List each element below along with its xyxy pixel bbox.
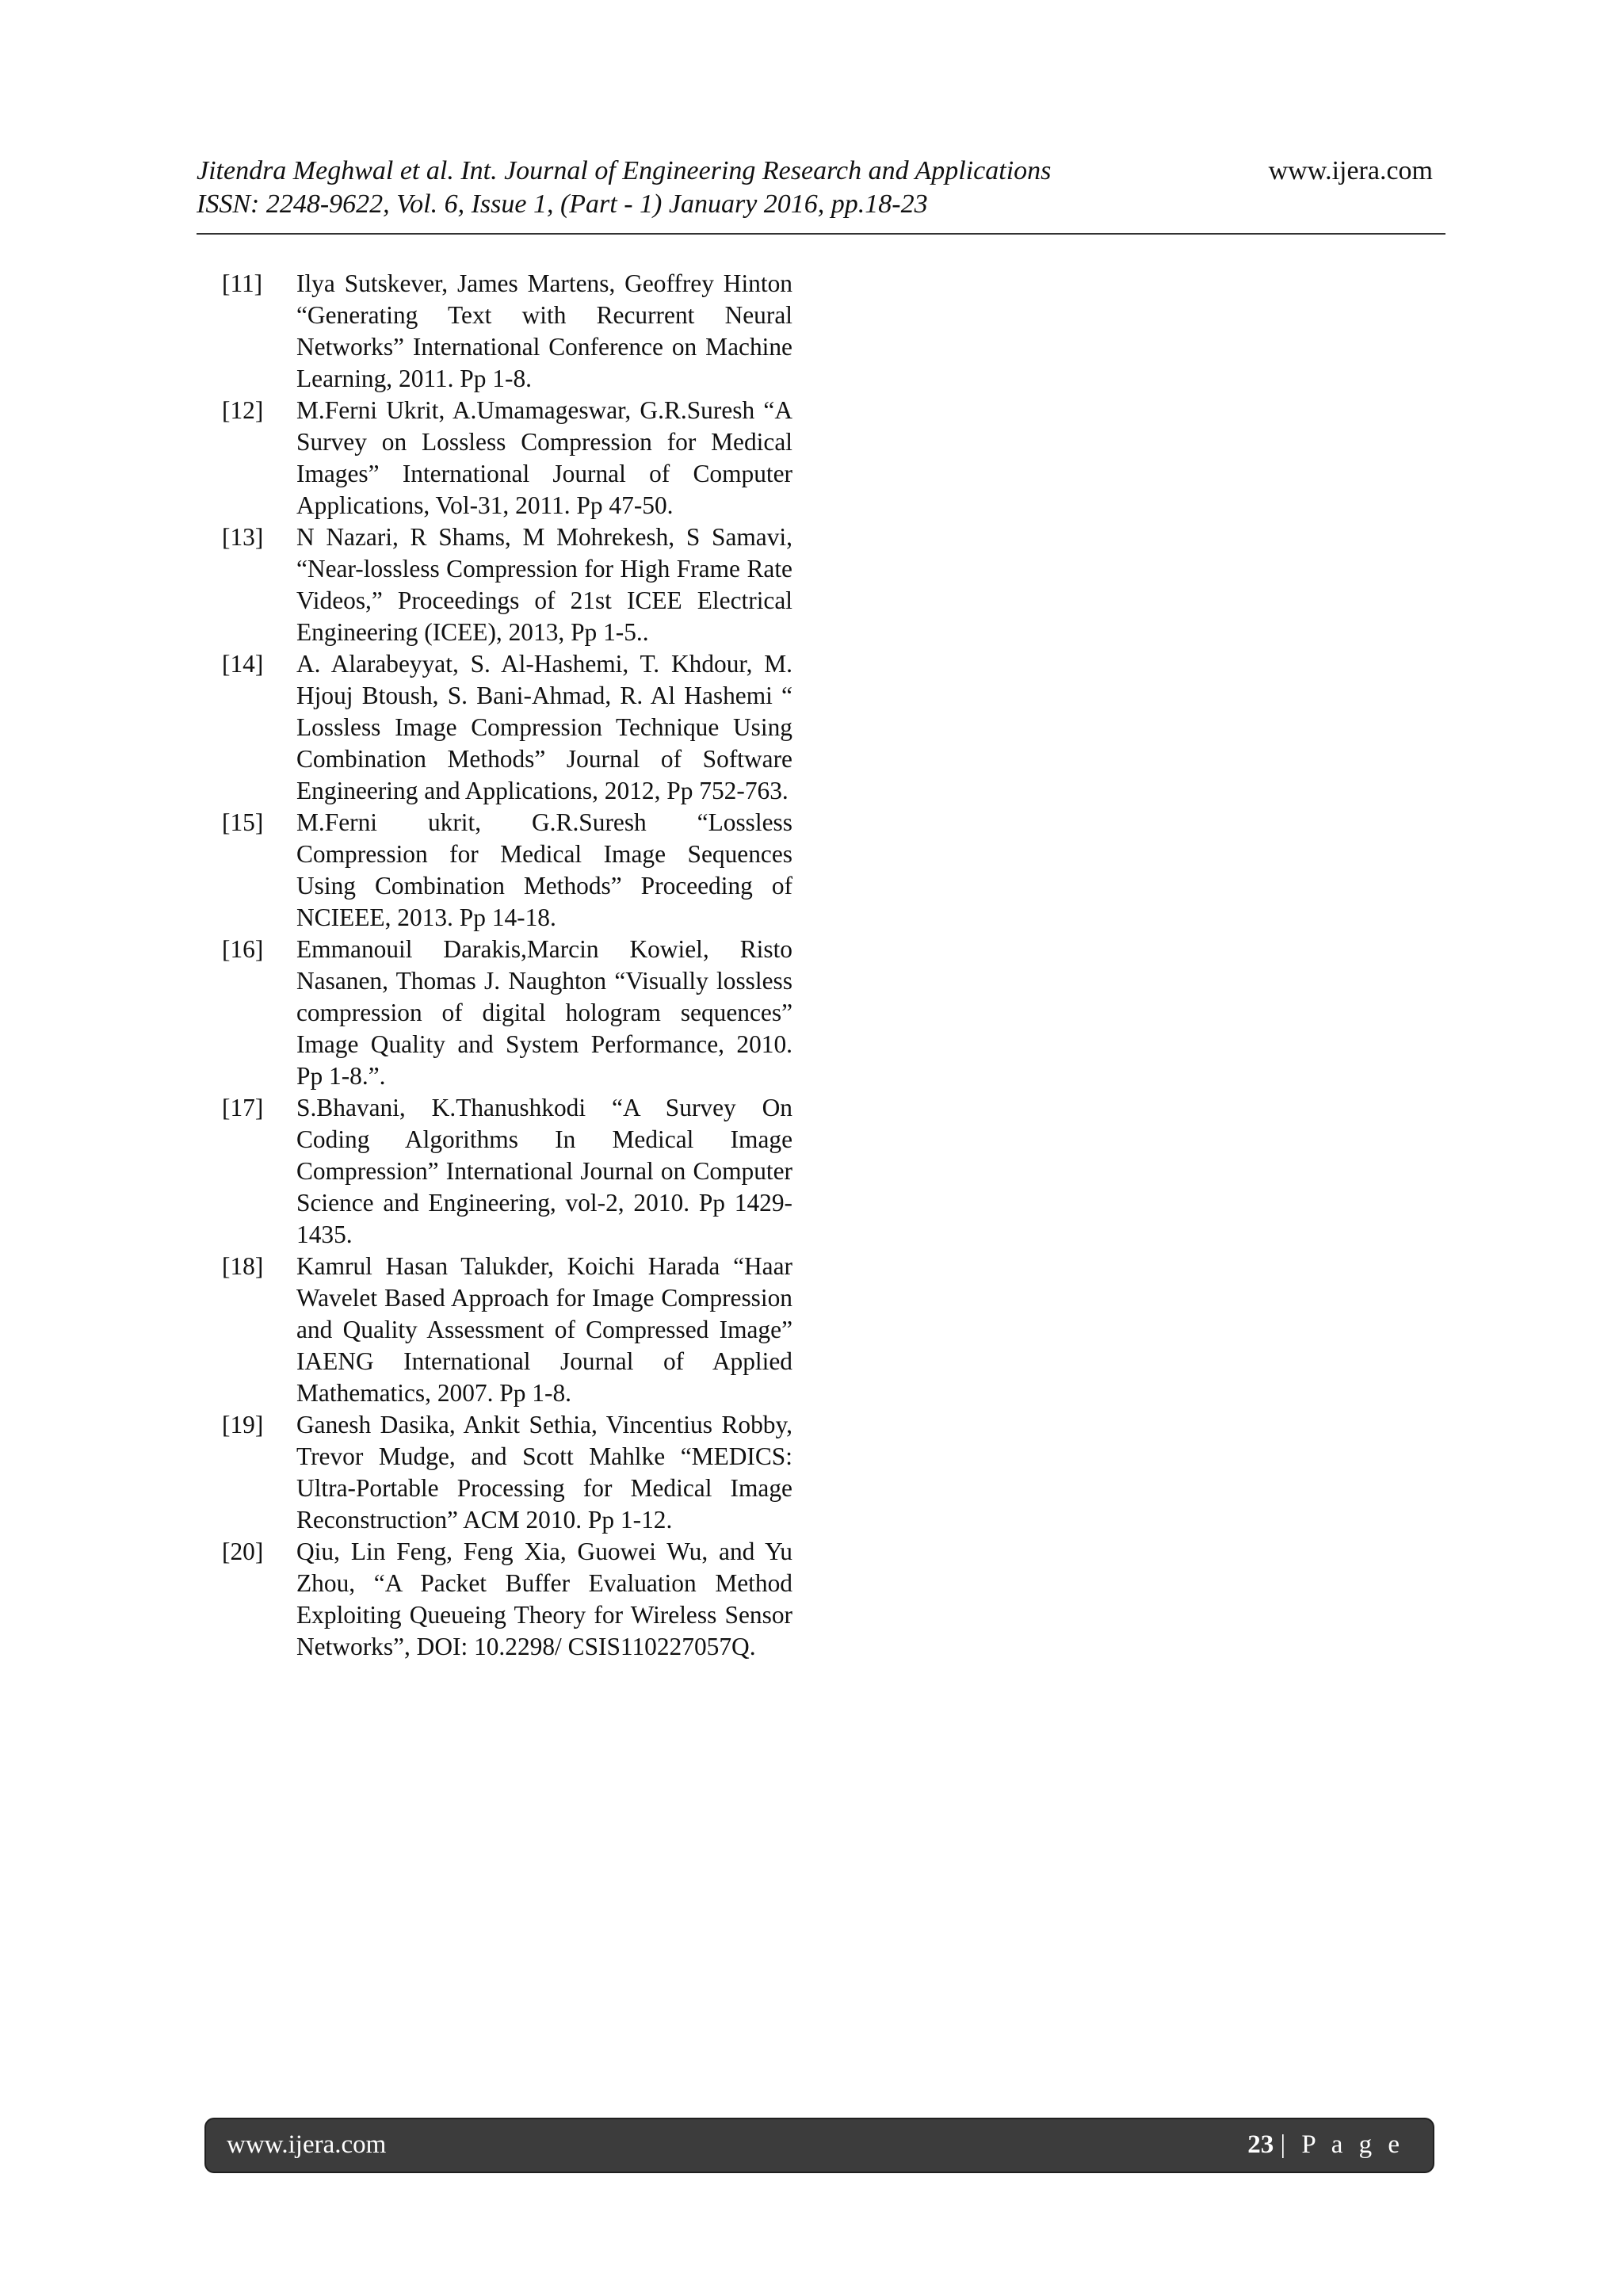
reference-text: Emmanouil Darakis,Marcin Kowiel, Risto Nasanen, Thomas J. Naughton “Visually lossless compression of digital hologram sequences” Image Quality and System Performance, 2010. Pp 1-8.”.	[296, 935, 792, 1090]
reference-text: Kamrul Hasan Talukder, Koichi Harada “Haar Wavelet Based Approach for Image Compression and Quality Assessment of Compressed Image” IAENG International Journal of Applied Mathematics, 2007. Pp 1-8.	[296, 1252, 792, 1407]
page-footer	[206, 2119, 1433, 2172]
page-indicator	[1247, 2129, 1404, 2160]
reference-item	[222, 807, 792, 934]
reference-item	[222, 395, 792, 521]
reference-number: [18]	[222, 1252, 264, 1280]
journal-citation-line: Jitendra Meghwal et al. Int. Journal of Engineering Research and Applications	[197, 156, 1052, 185]
header-website-link[interactable]: www.ijera.com	[1268, 156, 1433, 185]
running-header	[197, 154, 1445, 235]
reference-text: M.Ferni ukrit, G.R.Suresh “Lossless Compression for Medical Image Sequences Using Combination Methods” Proceeding of NCIEEE, 2013. Pp 14-18.	[296, 808, 792, 931]
reference-item	[222, 1251, 792, 1409]
reference-item	[222, 648, 792, 807]
reference-item	[222, 1092, 792, 1251]
reference-number: [19]	[222, 1411, 264, 1438]
page-label: | P a g e	[1280, 2130, 1404, 2159]
reference-number: [17]	[222, 1094, 264, 1121]
reference-number: [12]	[222, 396, 264, 424]
reference-item	[222, 268, 792, 395]
reference-number: [14]	[222, 650, 264, 678]
reference-number: [16]	[222, 935, 264, 963]
reference-number: [15]	[222, 808, 264, 836]
reference-number: [13]	[222, 523, 264, 551]
reference-number: [11]	[222, 269, 263, 297]
page-number: 23	[1247, 2130, 1274, 2159]
reference-text: Qiu, Lin Feng, Feng Xia, Guowei Wu, and Yu Zhou, “A Packet Buffer Evaluation Method Exploiting Queueing Theory for Wireless Sensor Networks”, DOI: 10.2298/ CSIS110227057Q.	[296, 1538, 792, 1660]
reference-item	[222, 1536, 792, 1663]
reference-list	[222, 268, 792, 1663]
footer-website-link[interactable]: www.ijera.com	[227, 2130, 387, 2159]
reference-text: S.Bhavani, K.Thanushkodi “A Survey On Coding Algorithms In Medical Image Compression” International Journal on Computer Science and Engineering, vol-2, 2010. Pp 1429-1435.	[296, 1094, 792, 1248]
issn-line: ISSN: 2248-9622, Vol. 6, Issue 1, (Part - 1) January 2016, pp.18-23	[197, 189, 928, 219]
reference-text: N Nazari, R Shams, M Mohrekesh, S Samavi, “Near-lossless Compression for High Frame Rate Videos,” Proceedings of 21st ICEE Electrical Engineering (ICEE), 2013, Pp 1-5..	[296, 523, 792, 646]
reference-text: M.Ferni Ukrit, A.Umamageswar, G.R.Suresh “A Survey on Lossless Compression for Medical Images” International Journal of Computer Applications, Vol-31, 2011. Pp 47-50.	[296, 396, 792, 519]
reference-number: [20]	[222, 1538, 264, 1565]
reference-item	[222, 521, 792, 648]
reference-item	[222, 1409, 792, 1536]
reference-text: A. Alarabeyyat, S. Al-Hashemi, T. Khdour, M. Hjouj Btoush, S. Bani-Ahmad, R. Al Hashemi “ Lossless Image Compression Technique Using Combination Methods” Journal of Software Engineering and Applications, 2012, Pp 752-763.	[296, 650, 792, 804]
reference-text: Ganesh Dasika, Ankit Sethia, Vincentius Robby, Trevor Mudge, and Scott Mahlke “MEDICS: Ultra-Portable Processing for Medical Image Reconstruction” ACM 2010. Pp 1-12.	[296, 1411, 792, 1534]
reference-item	[222, 934, 792, 1092]
reference-text: Ilya Sutskever, James Martens, Geoffrey Hinton “Generating Text with Recurrent Neural Networks” International Conference on Machine Learning, 2011. Pp 1-8.	[296, 269, 792, 392]
